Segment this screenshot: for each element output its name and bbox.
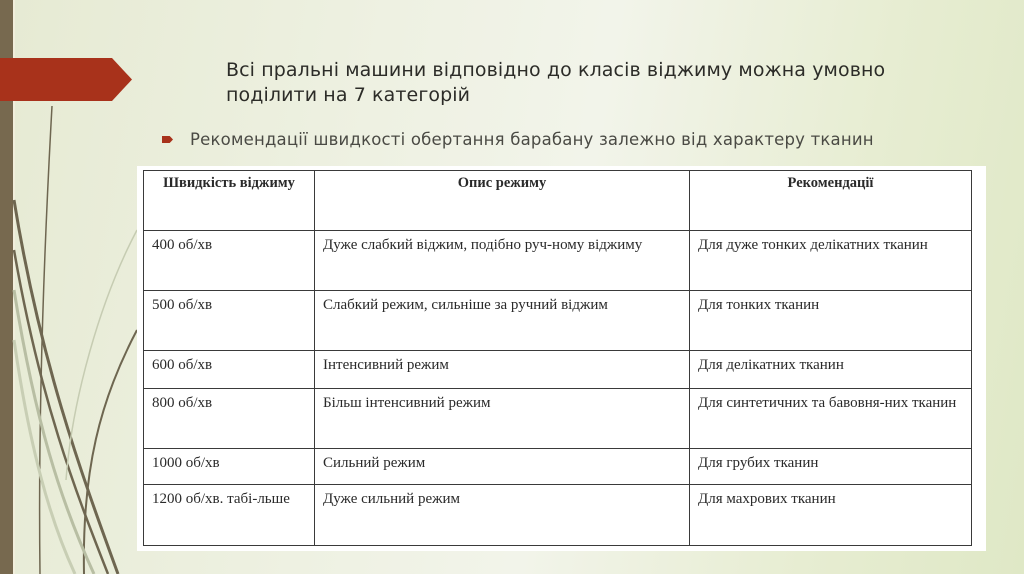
table-row: [144, 389, 972, 449]
header-description: Опис режиму: [315, 171, 690, 231]
header-recommendations: Рекомендації: [690, 171, 972, 231]
cell-description: Сильний режим: [315, 449, 690, 485]
bullet-item: [162, 130, 874, 149]
bullet-text: Рекомендації швидкості обертання барабану залежно від характеру тканин: [190, 130, 874, 149]
cell-description: Інтенсивний режим: [315, 351, 690, 389]
slide-title: Всі пральні машини відповідно до класів віджиму можна умовно поділити на 7 категорій: [226, 59, 886, 106]
cell-recommendation: Для синтетичних та бавовня-них тканин: [690, 389, 972, 449]
cell-speed: 800 об/хв: [144, 389, 315, 449]
cell-speed: 1000 об/хв: [144, 449, 315, 485]
cell-speed: 1200 об/хв. табі-льше: [144, 485, 315, 546]
cell-recommendation: Для грубих тканин: [690, 449, 972, 485]
cell-description: Більш інтенсивний режим: [315, 389, 690, 449]
table-row: [144, 449, 972, 485]
spin-speed-table-image: [137, 166, 986, 551]
cell-recommendation: Для дуже тонких делікатних тканин: [690, 231, 972, 291]
cell-recommendation: Для делікатних тканин: [690, 351, 972, 389]
table-row: [144, 291, 972, 351]
table-row: [144, 231, 972, 291]
cell-description: Дуже сильний режим: [315, 485, 690, 546]
cell-recommendation: Для тонких тканин: [690, 291, 972, 351]
cell-description: Слабкий режим, сильніше за ручний віджим: [315, 291, 690, 351]
table-row: [144, 485, 972, 546]
cell-description: Дуже слабкий віджим, подібно руч-ному віджиму: [315, 231, 690, 291]
spin-speed-table: [143, 170, 972, 546]
table-header-row: [144, 171, 972, 231]
header-speed: Швидкість віджиму: [144, 171, 315, 231]
cell-speed: 600 об/хв: [144, 351, 315, 389]
arrow-bullet-icon: [162, 136, 173, 143]
title-arrow-banner: [0, 58, 132, 101]
cell-recommendation: Для махрових тканин: [690, 485, 972, 546]
cell-speed: 400 об/хв: [144, 231, 315, 291]
cell-speed: 500 об/хв: [144, 291, 315, 351]
table-row: [144, 351, 972, 389]
